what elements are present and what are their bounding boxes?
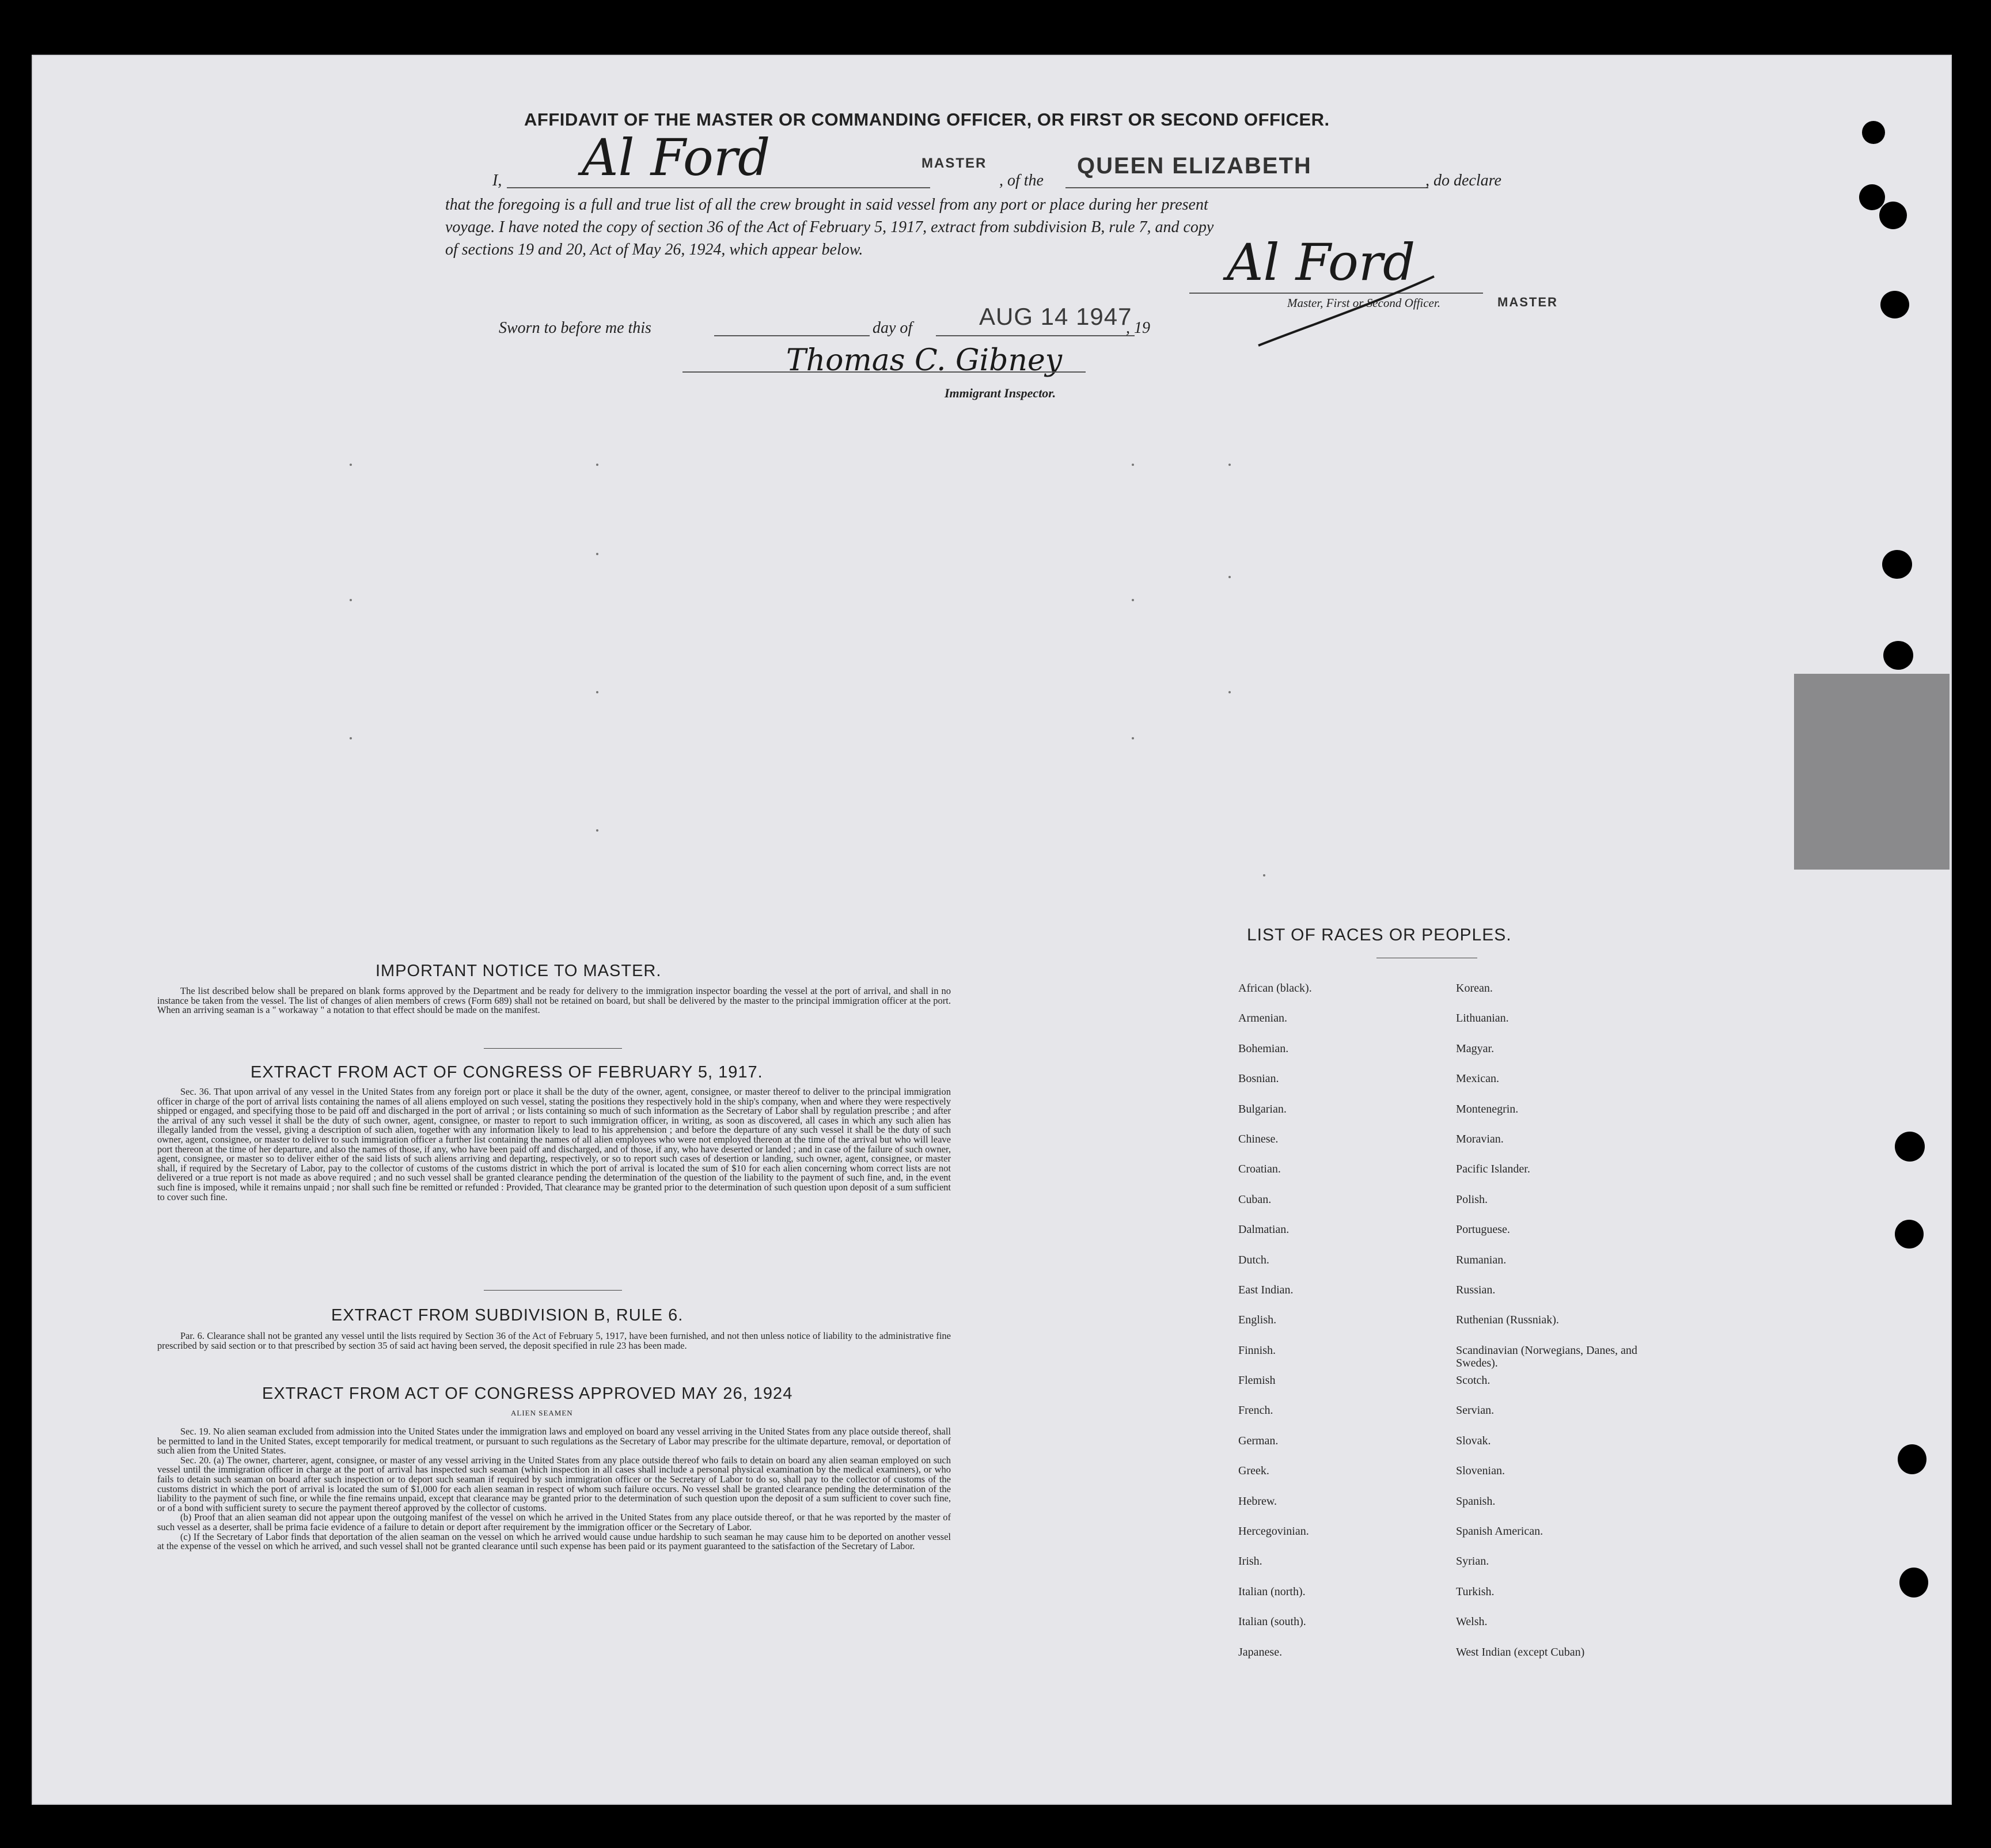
inspector-signature: Thomas C. Gibney — [786, 343, 1063, 378]
race-item: Japanese. — [1238, 1645, 1283, 1659]
race-item: Portuguese. — [1456, 1223, 1510, 1236]
race-item: Montenegrin. — [1456, 1102, 1519, 1115]
guide-dot — [350, 737, 352, 739]
race-item: Mexican. — [1456, 1072, 1499, 1086]
extract-1917-title: EXTRACT FROM ACT OF CONGRESS OF FEBRUARY 5, 1917. — [251, 1063, 763, 1082]
punch-hole — [1895, 1220, 1924, 1249]
race-item: Chinese. — [1238, 1132, 1279, 1145]
punch-hole — [1899, 1568, 1928, 1597]
guide-dot — [1132, 599, 1134, 601]
guide-dot — [596, 464, 598, 466]
guide-dot — [1263, 874, 1265, 876]
race-item: Hercegovinian. — [1238, 1525, 1309, 1538]
punch-hole — [1882, 550, 1912, 579]
extract-rule6-title: EXTRACT FROM SUBDIVISION B, RULE 6. — [331, 1306, 684, 1325]
races-column-2 — [1456, 982, 1663, 1676]
race-item: Korean. — [1456, 982, 1493, 995]
master-signature-1: Al Ford — [582, 128, 771, 187]
race-item: Scotch. — [1456, 1374, 1491, 1387]
do-declare-text: , do declare — [1425, 172, 1501, 189]
race-item: Flemish — [1238, 1374, 1276, 1387]
race-item: West Indian (except Cuban) — [1456, 1645, 1585, 1659]
guide-dot — [1228, 464, 1231, 466]
race-item: Scandinavian (Norwegians, Danes, and Swedes). — [1456, 1344, 1637, 1369]
race-item: Greek. — [1238, 1464, 1269, 1478]
punch-hole — [1859, 184, 1885, 210]
race-item: Irish. — [1238, 1555, 1262, 1568]
race-item: East Indian. — [1238, 1283, 1294, 1296]
race-item: Hebrew. — [1238, 1494, 1277, 1508]
race-item: Dalmatian. — [1238, 1223, 1290, 1236]
declarant-prefix: I, — [492, 172, 502, 189]
race-item: African (black). — [1238, 982, 1312, 995]
guide-dot — [350, 464, 352, 466]
vessel-name-rule — [1065, 187, 1428, 188]
inspector-caption: Immigrant Inspector. — [945, 386, 1056, 400]
extract-1924-title: EXTRACT FROM ACT OF CONGRESS APPROVED MAY 26, 1924 — [262, 1384, 793, 1403]
punch-hole — [1883, 641, 1913, 670]
sworn-date-rule — [936, 335, 1135, 336]
race-item: Ruthenian (Russniak). — [1456, 1314, 1559, 1327]
race-item: Welsh. — [1456, 1615, 1488, 1629]
declaration-line-4: of sections 19 and 20, Act of May 26, 1924, which appear below. — [445, 241, 863, 259]
race-item: Russian. — [1456, 1283, 1496, 1296]
of-the-text: , of the — [999, 172, 1044, 189]
extract-rule6-text-block — [157, 1331, 951, 1350]
race-item: Moravian. — [1456, 1132, 1504, 1145]
extract-1917-text-block — [157, 1087, 951, 1202]
guide-dot — [1228, 576, 1231, 578]
affidavit-title: AFFIDAVIT OF THE MASTER OR COMMANDING OFFICER, OR FIRST OR SECOND OFFICER. — [524, 109, 1330, 130]
race-item: Armenian. — [1238, 1012, 1287, 1025]
guide-dot — [596, 829, 598, 832]
race-item: Slovak. — [1456, 1434, 1491, 1447]
guide-dot — [596, 691, 598, 693]
officer-rank-stamp: MASTER — [1497, 295, 1558, 309]
sworn-text: Sworn to before me this — [499, 319, 651, 337]
rank-stamp: MASTER — [921, 155, 987, 171]
race-item: Rumanian. — [1456, 1253, 1507, 1266]
section-separator — [484, 1048, 622, 1049]
extract-1924-para-3: (b) Proof that an alien seaman did not appear upon the outgoing manifest of the vessel on which he arrived in the United States from any place outside thereof, or that he was reported by the master of such vessel as a deserter, shall be prima facie evidence of a failure to detain or deport after requirement by the immigration officer or the Secretary of Labor. — [157, 1512, 951, 1532]
race-item: Italian (south). — [1238, 1615, 1306, 1629]
race-item: Croatian. — [1238, 1163, 1281, 1176]
race-item: Dutch. — [1238, 1253, 1269, 1266]
races-title: LIST OF RACES OR PEOPLES. — [1247, 925, 1512, 944]
signature-flourish — [1256, 271, 1440, 351]
race-item: Spanish. — [1456, 1494, 1496, 1508]
notice-text: The list described below shall be prepared on blank forms approved by the Department and be ready for delivery to the immigration inspector boarding the vessel at the port of arrival, and shall in no instance be taken from the vessel. The list of changes of alien members of crews (Form 689) shall not be retained on board, but shall be delivered by the master to the principal immigration officer at the port. When an arriving seaman is a " workaway " a notation to that effect should be made on the manifest. — [157, 985, 951, 1016]
sworn-day-rule — [714, 335, 870, 336]
guide-dot — [596, 553, 598, 555]
declarant-name-rule — [507, 187, 930, 188]
race-item: English. — [1238, 1314, 1277, 1327]
punch-hole — [1898, 1444, 1926, 1474]
punch-hole — [1880, 291, 1909, 318]
guide-dot — [1132, 737, 1134, 739]
guide-dot — [1132, 464, 1134, 466]
race-item: Polish. — [1456, 1193, 1488, 1206]
extract-1917-text: Sec. 36. That upon arrival of any vessel in the United States from any foreign port or place it shall be the duty of the owner, agent, consignee, or master thereof to deliver to the principal immigration officer in charge of the port of arrival lists containing the names of all aliens employed on such vessel, stating the positions they respectively hold in the ship's company, when and where they were respectively shipped or engaged, and specifying those to be paid off and discharged in the port of arrival ; or lists containing so much of such information as the Secretary of Labor shall by regulation prescribe ; and after the arrival of any such vessel it shall be the duty of such owner, agent, consignee, or master to report to such immigration officer, in writing, as soon as discovered, all cases in which any such alien has illegally landed from the vessel, giving a description of such alien, together with any information likely to lead to his apprehension ; and before the departure of any such vessel it shall be the duty of such owner, agent, consignee, or master to deliver to such immigration officer a further list containing the names of all alien employees who were not employed thereon at the time of the arrival but who will leave port thereon at the time of her departure, and also the names of those, if any, who have been paid off and discharged, and of those, if any, who have deserted or landed ; and in case of the failure of such owner, agent, consignee, or master so to deliver either of the said lists of such aliens arriving and departing, respectively, or so to report such cases of desertion or landing, such owner, agent, consignee, or master shall, if required by the Secretary of Labor, pay to the collector of customs of the customs district in which the port of arrival is located the sum of $10 for each alien concerning whom correct lists are not delivered or a true report is not made as above required ; and no such vessel shall be granted clearance pending the determination of the question of the liability to the payment of such fine, and, in the event such fine is imposed, while it remains unpaid ; nor shall such fine be remitted or refunded : Provided, That clearance may be granted prior to the determination of such question upon deposit of a sum sufficient to cover such fine. — [157, 1086, 951, 1202]
race-item: Magyar. — [1456, 1042, 1495, 1055]
race-item: Slovenian. — [1456, 1464, 1505, 1478]
guide-dot — [1228, 691, 1231, 693]
race-item: Bosnian. — [1238, 1072, 1279, 1086]
guide-dot — [350, 599, 352, 601]
race-item: Bohemian. — [1238, 1042, 1289, 1055]
race-item: German. — [1238, 1434, 1279, 1447]
vessel-name-stamp: QUEEN ELIZABETH — [1077, 153, 1312, 179]
race-item: Pacific Islander. — [1456, 1163, 1530, 1176]
races-column-1 — [1238, 982, 1446, 1676]
race-item: Syrian. — [1456, 1555, 1489, 1568]
race-item: Bulgarian. — [1238, 1102, 1287, 1115]
race-item: Turkish. — [1456, 1585, 1495, 1598]
extract-1924-para-1: Sec. 19. No alien seaman excluded from admission into the United States under the immigration laws and employed on board any vessel arriving in the United States from any place outside thereof, shall be permitted to land in the United States, except temporarily for medical treatment, or pursuant to such regulations as the Secretary of Labor may prescribe for the ultimate departure, removal, or deportation of such alien from the United States. — [157, 1426, 951, 1456]
extract-1924-para-2: Sec. 20. (a) The owner, charterer, agent, consignee, or master of any vessel arriving in the United States from any place outside thereof who fails to detain on board any alien seaman employed on such vessel until the immigration officer in charge at the port of arrival has inspected such seaman (which inspection in all cases shall include a personal physical examination by the medical examiners), or who fails to detain such seaman on board after such inspection or to deport such seaman if required by such immigration officer or the Secretary of Labor to do so, shall pay to the collector of customs of the customs district in which the port of arrival is located the sum of $1,000 for each alien seaman in respect of whom such failure occurs. No vessel shall be granted clearance pending the determination of the liability to the payment of such fine, or while the fine remains unpaid, except that clearance may be granted prior to the determination of such question upon the deposit of a sum sufficient to cover such fine, or of a bond with sufficient surety to secure the payment thereof approved by the collector of customs. — [157, 1454, 951, 1513]
extract-1924-para-4: (c) If the Secretary of Labor finds that deportation of the alien seaman on the vessel on which he arrived would cause undue hardship to such seaman he may cause him to be deported on another vessel at the expense of the vessel on which he arrived, and such vessel shall not be granted clearance until such expense has been paid or its payment guaranteed to the satisfaction of the Secretary of Labor. — [157, 1531, 951, 1552]
extract-1924-subtitle: ALIEN SEAMEN — [511, 1409, 573, 1417]
year-prefix: , 19 — [1126, 319, 1150, 337]
race-item: Finnish. — [1238, 1344, 1276, 1357]
declaration-line-2: that the foregoing is a full and true list of all the crew brought in said vessel from any port or place during her present — [445, 196, 1208, 214]
race-item: Spanish American. — [1456, 1525, 1544, 1538]
section-separator — [484, 1290, 622, 1291]
attached-tab — [1794, 674, 1950, 870]
notice-title: IMPORTANT NOTICE TO MASTER. — [376, 962, 662, 980]
officer-caption: Master, First or Second Officer. — [1287, 296, 1440, 310]
punch-hole — [1895, 1132, 1925, 1162]
punch-hole — [1879, 202, 1907, 229]
punch-hole — [1862, 121, 1885, 144]
day-of-text: day of — [873, 319, 913, 337]
extract-1924-text-block — [157, 1427, 951, 1551]
race-item: Cuban. — [1238, 1193, 1272, 1206]
race-item: Italian (north). — [1238, 1585, 1306, 1598]
notice-text-block — [157, 986, 951, 1015]
extract-rule6-text: Par. 6. Clearance shall not be granted any vessel until the lists required by Section 36 of the Act of February 5, 1917, have been furnished, and not then unless notice of liability to the administrative fine prescribed by said section or to that prescribed by section 35 of said act having been served, the deposit specified in rule 23 has been made. — [157, 1330, 951, 1351]
race-item: Lithuanian. — [1456, 1012, 1509, 1025]
inspector-signature-rule — [682, 371, 1086, 373]
date-stamp: AUG 14 1947 — [979, 303, 1132, 330]
master-signature-2: Al Ford — [1227, 233, 1416, 292]
race-item: Servian. — [1456, 1404, 1495, 1417]
declaration-line-3: voyage. I have noted the copy of section 36 of the Act of February 5, 1917, extract from subdivision B, rule 7, and copy — [445, 218, 1214, 236]
race-item: French. — [1238, 1404, 1273, 1417]
